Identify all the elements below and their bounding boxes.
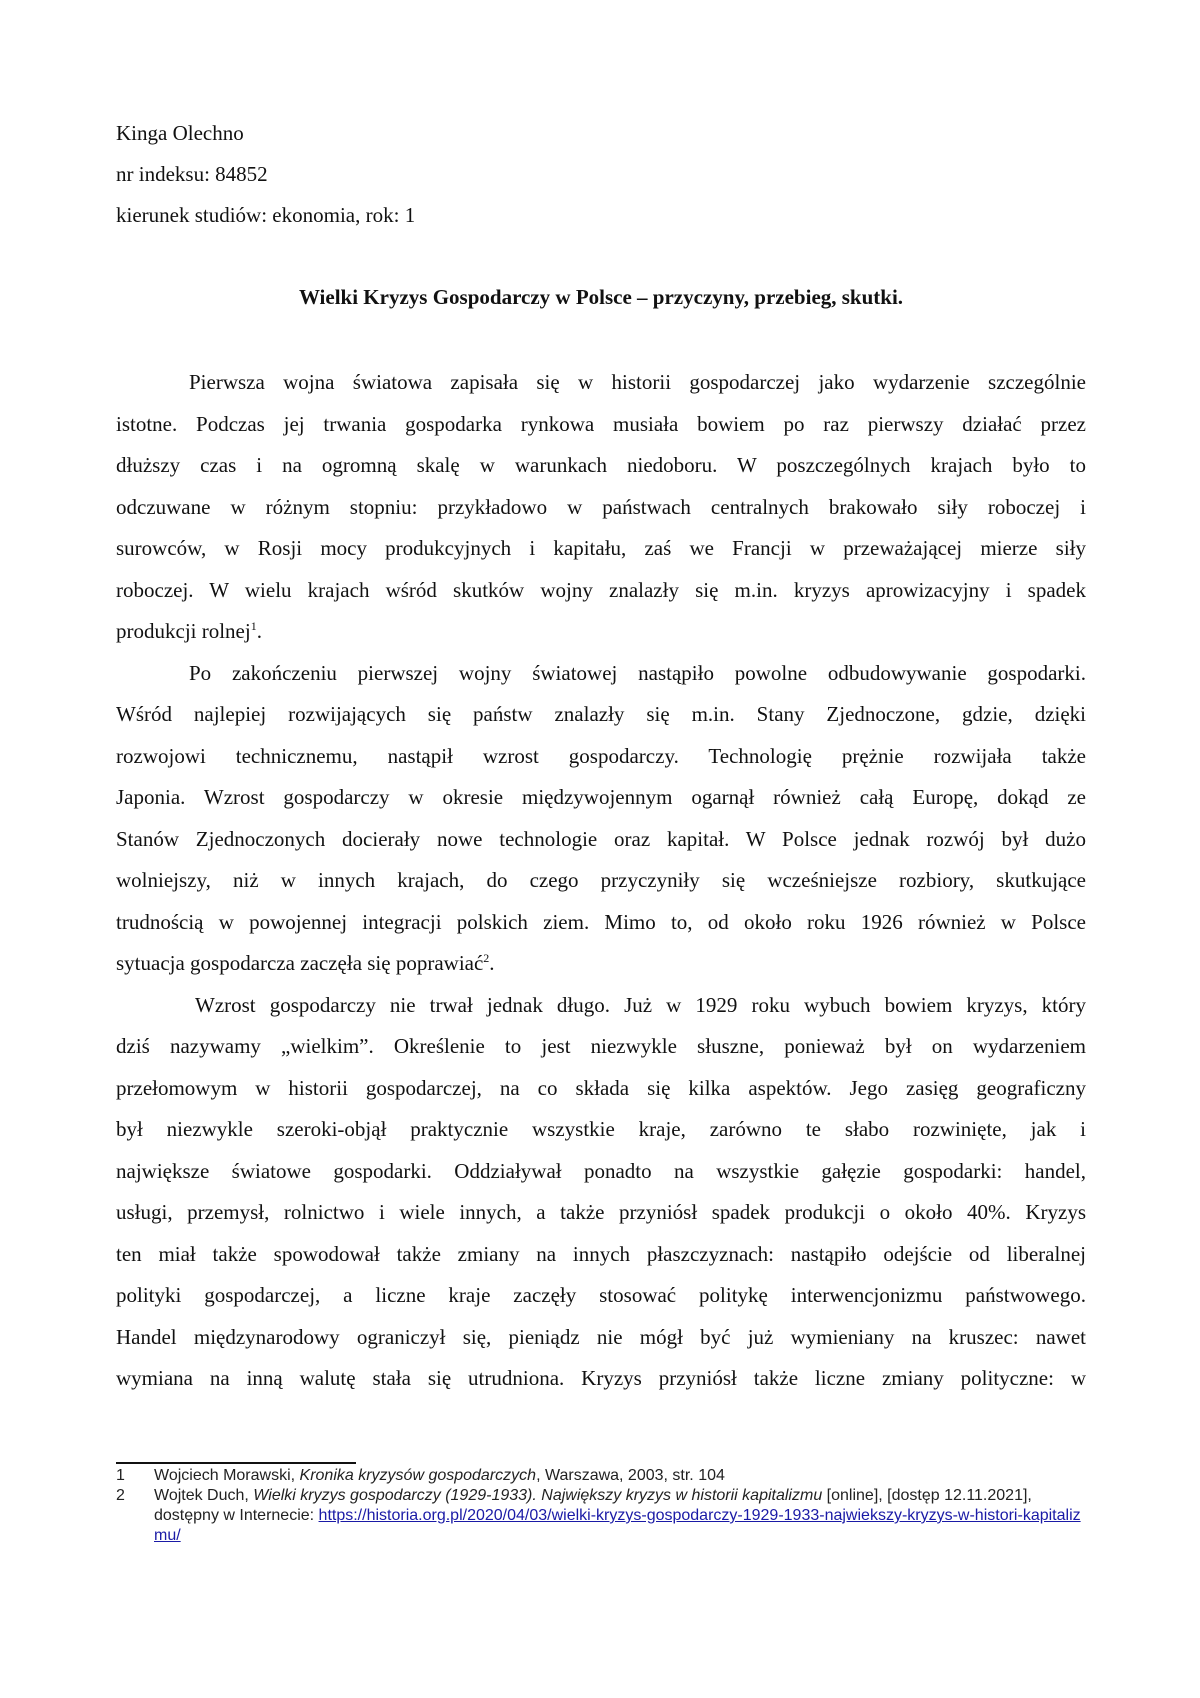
text-line: Wzrost gospodarczy nie trwał jednak długo. Już w 1929 roku wybuch bowiem kryzys, który: [195, 992, 1086, 1017]
author-name: Kinga Olechno: [116, 121, 244, 145]
text-line: przełomowym w historii gospodarczej, na co składa się kilka aspektów. Jego zasięg geograficzny: [116, 1075, 1086, 1100]
paragraph-2: [116, 653, 1086, 985]
footnote-separator: [116, 1462, 356, 1464]
footnote-book-title: Kronika kryzysów gospodarczych: [299, 1467, 537, 1484]
footnote-author: Wojtek Duch,: [154, 1487, 254, 1504]
text-fragment: produkcji rolnej: [116, 619, 251, 643]
footnote-details: , Warszawa, 2003, str. 104: [536, 1467, 725, 1484]
text-fragment: sytuacja gospodarcza zaczęła się poprawiać: [116, 951, 484, 975]
document-body: [116, 362, 1086, 1400]
text-line: Po zakończeniu pierwszej wojny światowej nastąpiło powolne odbudowywanie gospodarki.: [189, 660, 1086, 685]
text-line: Japonia. Wzrost gospodarczy w okresie międzywojennym ogarnął również całą Europę, dokąd ze: [116, 785, 1086, 809]
text-line: dziś nazywamy „wielkim”. Określenie to jest niezwykle słuszne, ponieważ był on wydarzeniem: [116, 1034, 1086, 1058]
text-line: usługi, przemysł, rolnictwo i wiele innych, a także przyniósł spadek produkcji o około 40%. Kryzys: [116, 1200, 1086, 1224]
text-line-last: [116, 943, 1086, 985]
footnote-link[interactable]: https://historia.org.pl/2020/04/03/wielki-kryzys-gospodarczy-1929-1933-najwiekszy-kryzys-w-histori-kapitalizmu/: [154, 1507, 1081, 1544]
text-line: Handel międzynarodowy ograniczył się, pieniądz nie mógł być już wymieniany na kruszec: nawet: [116, 1324, 1086, 1349]
footnote-article-title: Wielki kryzys gospodarczy (1929-1933). Największy kryzys w historii kapitalizmu: [253, 1487, 823, 1504]
footnote-author: Wojciech Morawski,: [154, 1467, 300, 1484]
student-index: nr indeksu: 84852: [116, 162, 268, 186]
text-line: ten miał także spowodował także zmiany na innych płaszczyznach: nastąpiło odejście od liberalnej: [116, 1241, 1086, 1266]
text-line: surowców, w Rosji mocy produkcyjnych i kapitału, zaś we Francji w przeważającej mierze siły: [116, 536, 1086, 560]
document-title: Wielki Kryzys Gospodarczy w Polsce – przyczyny, przebieg, skutki.: [298, 285, 904, 309]
footnote-ref-2[interactable]: 2: [483, 951, 490, 965]
sentence-end: .: [489, 951, 495, 975]
text-line: był niezwykle szeroki-objął praktycznie wszystkie kraje, zarówno te słabo rozwinięte, jak i: [116, 1117, 1086, 1141]
text-line: odczuwane w różnym stopniu: przykładowo w państwach centralnych brakowało siły roboczej i: [116, 494, 1086, 519]
footnote-2: [116, 1486, 1086, 1546]
text-line: polityki gospodarczej, a liczne kraje zaczęły stosować politykę interwencjonizmu państwowego.: [116, 1283, 1086, 1307]
paragraph-3: [116, 985, 1086, 1400]
text-line: istotne. Podczas jej trwania gospodarka rynkowa musiała bowiem po raz pierwszy działać przez: [116, 411, 1086, 436]
text-line: Pierwsza wojna światowa zapisała się w historii gospodarczej jako wydarzenie szczególnie: [189, 370, 1086, 394]
paragraph-1: [116, 362, 1086, 653]
footnote-1: [116, 1466, 1086, 1486]
text-line: rozwojowi technicznemu, nastąpił wzrost gospodarczy. Technologię prężnie rozwijała także: [116, 743, 1086, 768]
text-line: Wśród najlepiej rozwijających się państw znalazły się m.in. Stany Zjednoczone, gdzie, dzięki: [116, 702, 1086, 726]
text-line-last: [116, 611, 1086, 653]
text-line: wolniejszy, niż w innych krajach, do czego przyczyniły się wcześniejsze rozbiory, skutkujące: [116, 868, 1086, 892]
text-line: największe światowe gospodarki. Oddziaływał ponadto na wszystkie gałęzie gospodarki: handel,: [116, 1158, 1086, 1183]
text-line: Stanów Zjednoczonych docierały nowe technologie oraz kapitał. W Polsce jednak rozwój był dużo: [116, 826, 1086, 851]
footnote-number: 2: [116, 1487, 125, 1504]
text-line: roboczej. W wielu krajach wśród skutków wojny znalazły się m.in. kryzys aprowizacyjny i spadek: [116, 577, 1086, 602]
footnote-number: 1: [116, 1467, 125, 1484]
author-header: [116, 113, 415, 236]
footnote-details: [online], [dostęp 12.11.2021], dostępny w Internecie:: [154, 1487, 1032, 1524]
text-line: dłuższy czas i na ogromną skalę w warunkach niedoboru. W poszczególnych krajach było to: [116, 453, 1086, 477]
footnote-ref-1[interactable]: 1: [250, 619, 257, 633]
text-line: wymiana na inną walutę stała się utrudniona. Kryzys przyniósł także liczne zmiany polityczne: w: [116, 1366, 1086, 1390]
study-field: kierunek studiów: ekonomia, rok: 1: [116, 203, 416, 227]
text-line: trudnością w powojennej integracji polskich ziem. Mimo to, od około roku 1926 również w Polsce: [116, 909, 1086, 934]
sentence-end: .: [256, 619, 262, 643]
footnotes: [116, 1466, 1086, 1546]
